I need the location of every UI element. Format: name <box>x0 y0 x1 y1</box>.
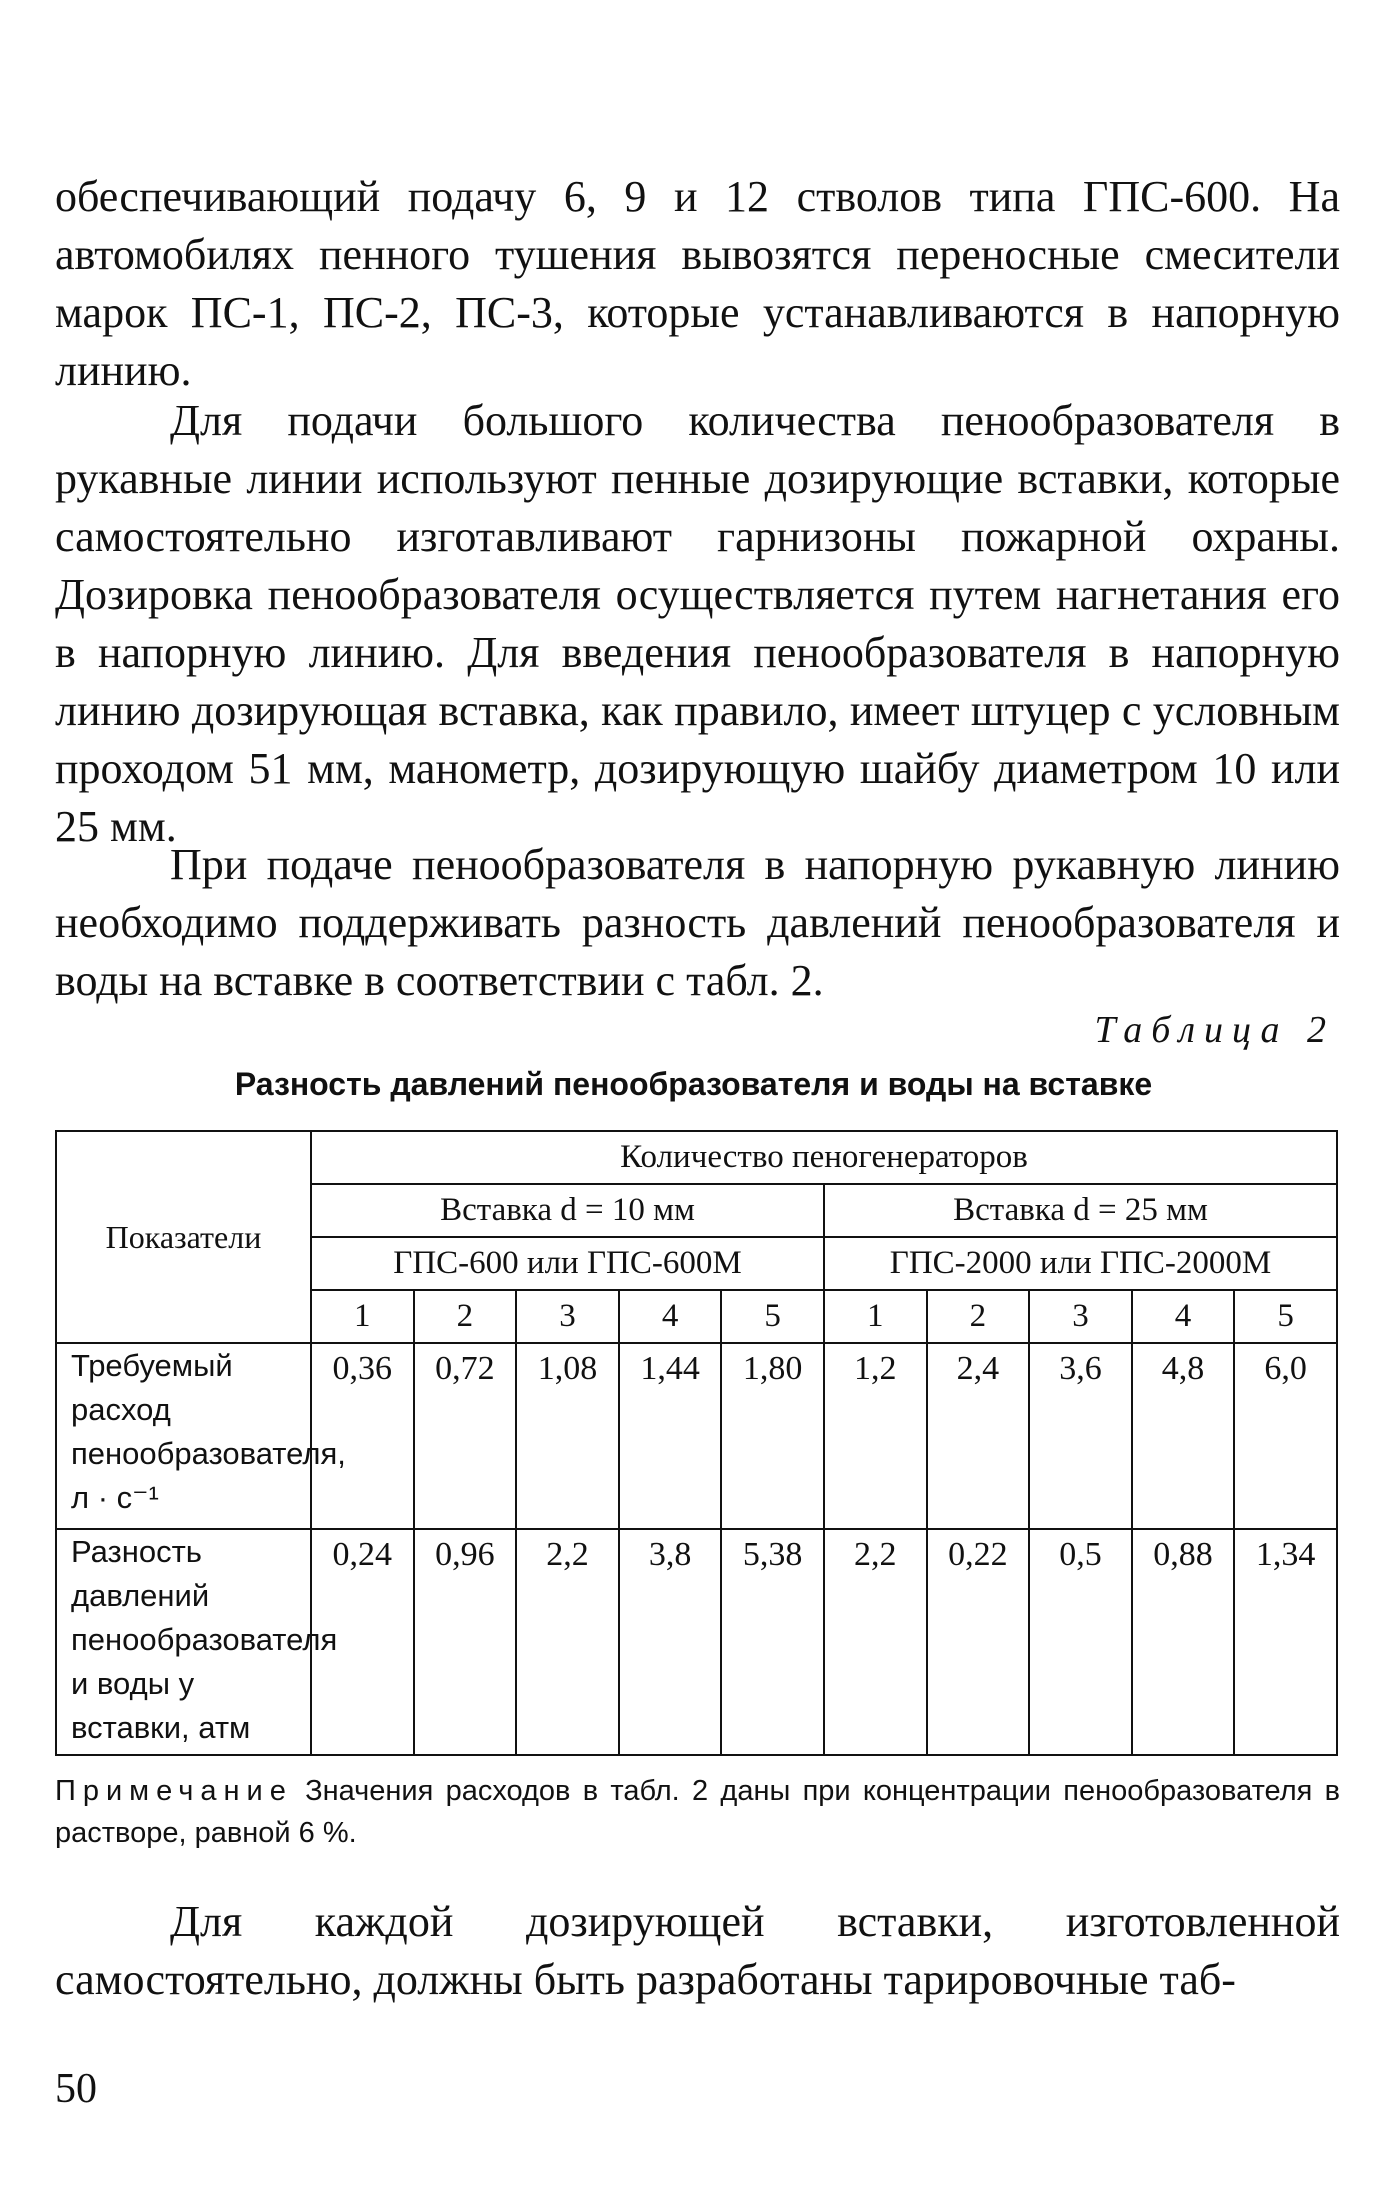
value-cell: 3,6 <box>1029 1343 1132 1529</box>
data-table <box>55 1130 1338 1756</box>
header-indicators: Показатели <box>56 1131 311 1343</box>
count-cell: 2 <box>927 1290 1030 1343</box>
page-number: 50 <box>55 2066 97 2112</box>
table-note <box>55 1770 1340 1854</box>
value-cell: 2,4 <box>927 1343 1030 1529</box>
value-cell: 2,2 <box>516 1529 619 1755</box>
value-cell: 0,36 <box>311 1343 414 1529</box>
table-caption: Разность давлений пенообразователя и воды на вставке <box>234 1066 1153 1102</box>
value-cell: 2,2 <box>824 1529 927 1755</box>
value-cell: 1,2 <box>824 1343 927 1529</box>
value-cell: 1,08 <box>516 1343 619 1529</box>
value-cell: 5,38 <box>721 1529 824 1755</box>
row-label: Требуемый расход пенообразователя, л · с⁻¹ <box>56 1343 311 1529</box>
table-row <box>56 1343 1337 1529</box>
value-cell: 1,34 <box>1234 1529 1337 1755</box>
header-insert-25: Вставка d = 25 мм <box>824 1184 1337 1237</box>
paragraph-3: При подаче пенообразователя в напорную рукавную линию необходимо поддерживать разность давлений пенообразователя и воды на вставке в соответствии с табл. 2. <box>55 840 1340 1005</box>
value-cell: 1,44 <box>619 1343 722 1529</box>
count-cell: 3 <box>516 1290 619 1343</box>
count-cell: 2 <box>414 1290 517 1343</box>
value-cell: 0,22 <box>927 1529 1030 1755</box>
value-cell: 4,8 <box>1132 1343 1235 1529</box>
value-cell: 6,0 <box>1234 1343 1337 1529</box>
header-count: Количество пеногенераторов <box>311 1131 1337 1184</box>
count-cell: 5 <box>1234 1290 1337 1343</box>
note-text: Значения расходов в табл. 2 даны при концентрации пенообразователя в растворе, равной 6 %. <box>55 1775 1340 1849</box>
value-cell: 0,88 <box>1132 1529 1235 1755</box>
count-cell: 4 <box>619 1290 722 1343</box>
value-cell: 3,8 <box>619 1529 722 1755</box>
paragraph-4: Для каждой дозирующей вставки, изготовленной самостоятельно, должны быть разработаны тарировочные таб- <box>55 1897 1340 2004</box>
header-insert-10: Вставка d = 10 мм <box>311 1184 824 1237</box>
count-cell: 3 <box>1029 1290 1132 1343</box>
paragraph-1: обеспечивающий подачу 6, 9 и 12 стволов типа ГПС-600. На автомобилях пенного тушения вывозятся переносные смесители марок ПС-1, ПС-2, ПС-3, которые устанавливаются в напорную линию. <box>55 172 1340 395</box>
value-cell: 0,24 <box>311 1529 414 1755</box>
header-gen-2000: ГПС-2000 или ГПС-2000М <box>824 1237 1337 1290</box>
count-cell: 4 <box>1132 1290 1235 1343</box>
note-word: Примечание <box>55 1775 293 1807</box>
value-cell: 0,5 <box>1029 1529 1132 1755</box>
value-cell: 1,80 <box>721 1343 824 1529</box>
table-row <box>56 1529 1337 1755</box>
count-cell: 1 <box>824 1290 927 1343</box>
paragraph-2: Для подачи большого количества пенообразователя в рукавные линии используют пенные дозирующие вставки, которые самостоятельно изготавливают гарнизоны пожарной охраны. Дозировка пенообразователя осуществляется путем нагнетания его в напорную линию. Для введения пенообразователя в напорную линию дозирующая вставка, как правило, имеет штуцер с условным проходом 51 мм, манометр, дозирующую шайбу диаметром 10 или 25 мм. <box>55 396 1340 851</box>
value-cell: 0,72 <box>414 1343 517 1529</box>
header-gen-600: ГПС-600 или ГПС-600М <box>311 1237 824 1290</box>
count-cell: 5 <box>721 1290 824 1343</box>
table-label: Таблица 2 <box>1094 1009 1335 1051</box>
count-cell: 1 <box>311 1290 414 1343</box>
row-label: Разность давлений пенообразователя и воды у вставки, атм <box>56 1529 311 1755</box>
value-cell: 0,96 <box>414 1529 517 1755</box>
